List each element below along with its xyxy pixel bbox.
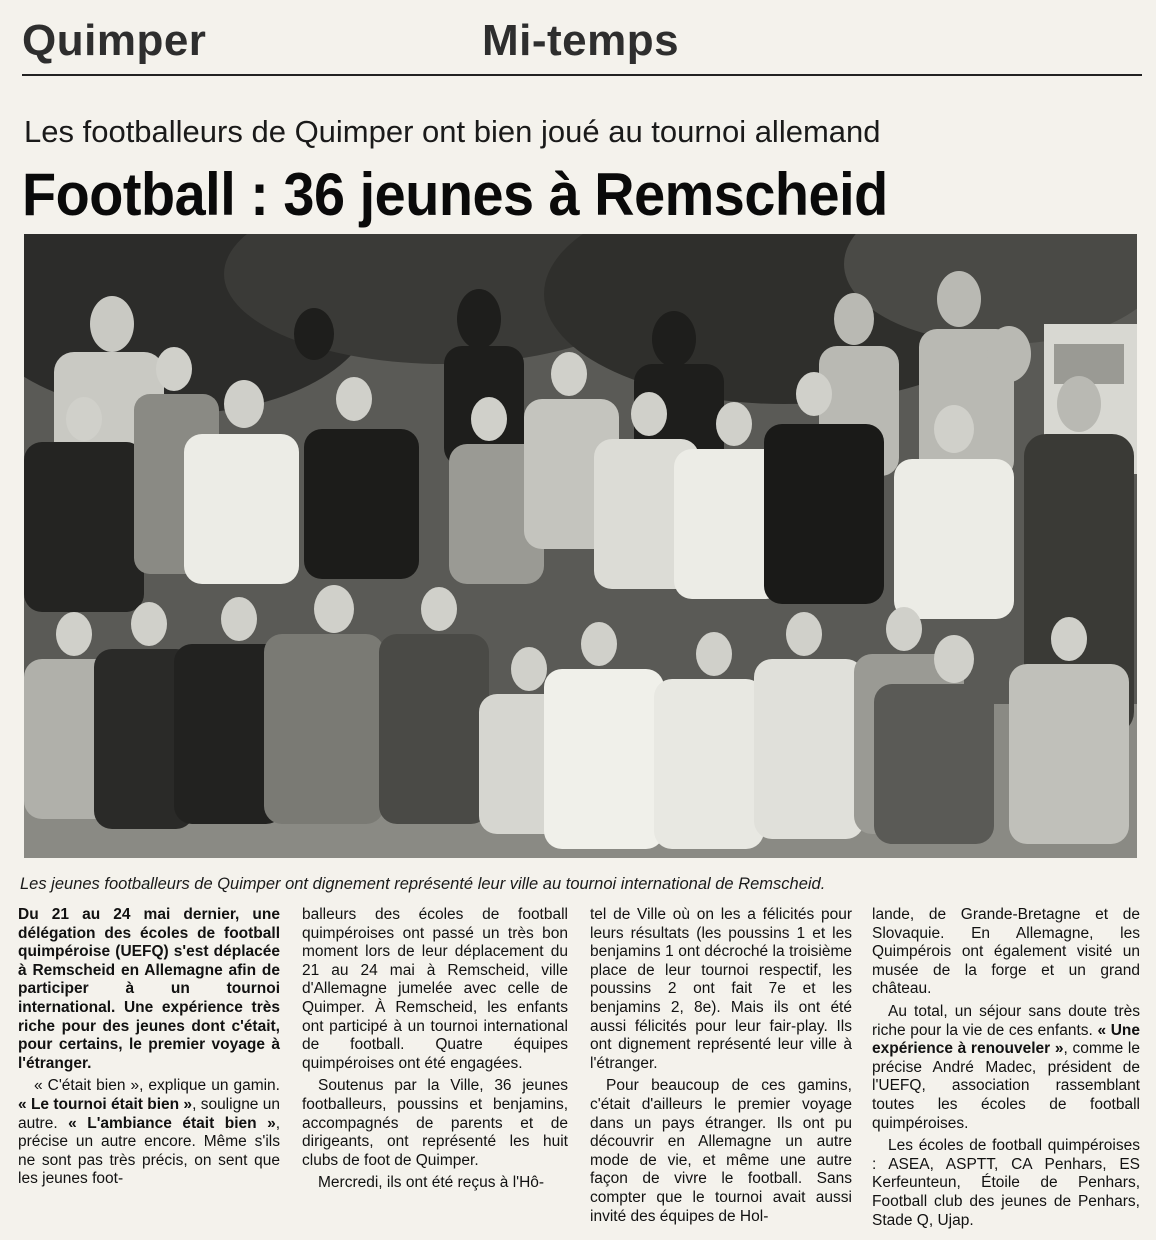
article-paragraph: « C'était bien », explique un gamin. « Le tournoi était bien », souligne un autre. « L'ambiance était bien », précise un autre encore. Même s'ils ne sont pas très précis, on sent que les jeunes foot- <box>18 1077 280 1188</box>
article-paragraph: Au total, un séjour sans doute très riche pour la vie de ces enfants. « Une expérience à renouveler », comme le précise André Madec, président de l'UEFQ, association rassemblant toutes les écoles de football quimpéroises. <box>872 1002 1140 1132</box>
article-paragraph: Mercredi, ils ont été reçus à l'Hô- <box>318 1174 545 1192</box>
article-lead: Du 21 au 24 mai dernier, une délégation des écoles de football quimpéroise (UEFQ) s'est déplacée à Remscheid en Allemagne afin de participer à un tournoi international. Une expérience très riche pour des jeunes dont c'était, pour certains, le premier voyage à l'étranger. <box>18 906 280 1072</box>
article-column-3 <box>590 906 852 1226</box>
article-headline: Football : 36 jeunes à Remscheid <box>22 161 888 228</box>
section-title: Quimper <box>22 16 207 65</box>
article-paragraph: balleurs des écoles de football quimpéroises ont passé un très bon moment lors de leur déplacement du 21 au 24 mai à Remscheid, ville d'Allemagne jumelée avec celle de Quimper. À Remscheid, les enfants ont participé à un tournoi international de football. Quatre équipes quimpéroises ont été engagées. <box>302 906 568 1072</box>
page-header <box>22 10 1142 74</box>
article-paragraph: tel de Ville où on les a félicités pour leurs résultats (les poussins 1 et les benjamins 1 ont décroché la troisième place de leur tournoi respectif, les poussins 2 ont fait 7e et les benjamins 2, 8e). Mais ils ont été aussi félicités pour leur fair-play. Ils ont dignement représenté leur ville à l'étranger. <box>590 906 852 1072</box>
article-paragraph: Les écoles de football quimpéroises : ASEA, ASPTT, CA Penhars, ES Kerfeunteun, Étoile de Penhars, Football club des jeunes de Penhars, Stade Q, Ujap. <box>872 1137 1140 1229</box>
photo-caption: Les jeunes footballeurs de Quimper ont dignement représenté leur ville au tournoi international de Remscheid. <box>20 875 826 893</box>
group-photo <box>24 234 1137 858</box>
article-paragraph: Soutenus par la Ville, 36 jeunes footballeurs, poussins et benjamins, accompagnés de parents et de dirigeants, ont représenté les huit clubs de foot de Quimper. <box>302 1077 568 1169</box>
article-column-4 <box>872 906 1140 1230</box>
article-kicker: Les footballeurs de Quimper ont bien joué au tournoi allemand <box>24 114 881 149</box>
article-column-2 <box>302 906 568 1193</box>
rubric-title: Mi-temps <box>482 16 680 65</box>
header-rule <box>22 74 1142 76</box>
article-paragraph: Pour beaucoup de ces gamins, c'était d'ailleurs le premier voyage dans un pays étranger. Ils ont pu découvrir en Allemagne un autre mode de vie, et même une autre façon de vivre le football. Sans compter que le tournoi avait aussi invité des équipes de Hol- <box>590 1077 852 1225</box>
article-column-1 <box>18 906 280 1189</box>
article-paragraph: lande, de Grande-Bretagne et de Slovaquie. En Allemagne, les Quimpérois ont également visité un musée de la forge et un grand château. <box>872 906 1140 998</box>
